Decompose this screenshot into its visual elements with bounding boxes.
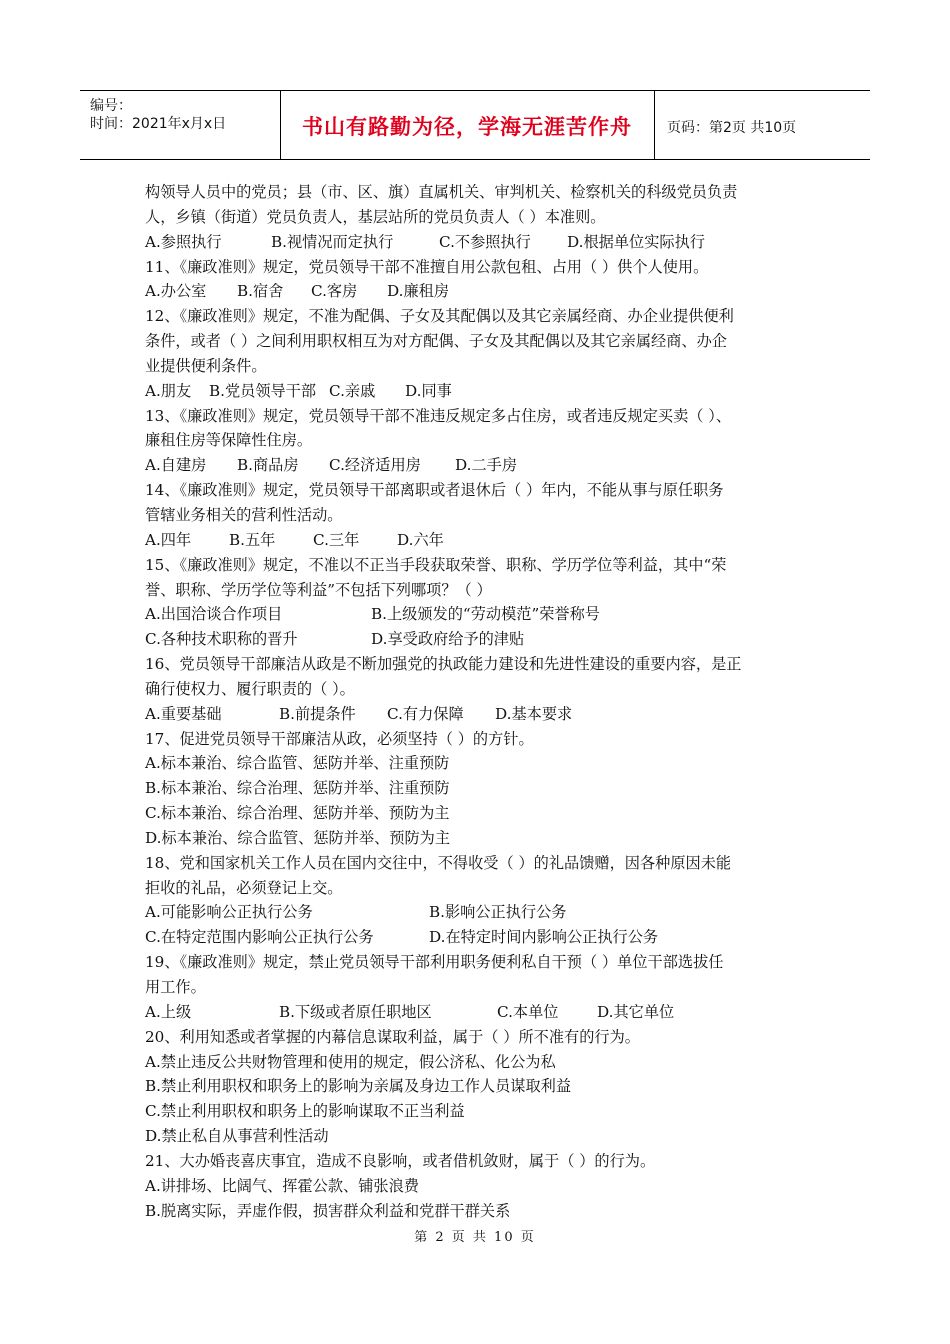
answer-options-line (145, 279, 825, 304)
answer-option: A.办公室 (145, 282, 207, 301)
text-line: 18、党和国家机关工作人员在国内交往中，不得收受（ ）的礼品馈赠，因各种原因未能 (145, 853, 732, 872)
answer-options-line (145, 1000, 825, 1025)
answer-option: B.视情况而定执行 (271, 232, 394, 251)
header-page-cell (655, 91, 870, 159)
text-line: C.标本兼治、综合治理、惩防并举、预防为主 (145, 804, 450, 823)
text-line: 誉、职称、学历学位等利益”不包括下列哪项？（ ） (145, 580, 492, 599)
page-footer: 第 2 页 共 10 页 (414, 1230, 536, 1245)
answer-option: C.经济适用房 (329, 456, 421, 475)
header-page-info: 页码：第2页 共10页 (667, 120, 797, 136)
text-line: 拒收的礼品，必须登记上交。 (145, 878, 343, 897)
text-line: C.禁止利用职权和职务上的影响谋取不正当利益 (145, 1102, 465, 1121)
answer-option: B.五年 (229, 530, 276, 549)
answer-option: B.前提条件 (279, 704, 356, 723)
text-line: D.标本兼治、综合监管、惩防并举、预防为主 (145, 828, 451, 847)
document-time-label: 时间：2021年x月x日 (90, 116, 227, 132)
text-line: 17、促进党员领导干部廉洁从政，必须坚持（ ）的方针。 (145, 729, 534, 748)
answer-option: A.自建房 (145, 456, 207, 475)
answer-options-line (145, 453, 825, 478)
answer-option: C.亲戚 (329, 381, 376, 400)
document-number-label: 编号： (90, 98, 132, 114)
text-line: A.标本兼治、综合监管、惩防并举、注重预防 (145, 754, 450, 773)
text-line: 14、《廉政准则》规定，党员领导干部离职或者退休后（ ）年内，不能从事与原任职务 (145, 481, 724, 500)
answer-options-line (145, 925, 825, 950)
answer-option: C.客房 (311, 282, 358, 301)
page-header (80, 90, 870, 160)
answer-option: D.根据单位实际执行 (567, 232, 705, 251)
text-line: B.脱离实际，弄虚作假，损害群众利益和党群干群关系 (145, 1201, 511, 1220)
header-motto-cell (280, 91, 655, 159)
answer-option: D.廉租房 (387, 282, 450, 301)
text-line: 12、《廉政准则》规定，不准为配偶、子女及其配偶以及其它亲属经商、办企业提供便利 (145, 307, 734, 326)
text-line: 19、《廉政准则》规定，禁止党员领导干部利用职务便利私自干预（ ）单位干部选拔任 (145, 953, 724, 972)
header-meta-cell (80, 91, 281, 159)
answer-option: D.在特定时间内影响公正执行公务 (429, 928, 659, 947)
text-line: 条件，或者（ ）之间利用职权相互为对方配偶、子女及其配偶以及其它亲属经商、办企 (145, 332, 727, 351)
text-line: 确行使权力、履行职责的（ ）。 (145, 679, 355, 698)
answer-option: A.出国洽谈合作项目 (145, 605, 283, 624)
answer-option: A.朋友 (145, 381, 192, 400)
text-line: 构领导人员中的党员；县（市、区、旗）直属机关、审判机关、检察机关的科级党员负责 (145, 183, 738, 201)
answer-options-line (145, 379, 825, 404)
text-line: 11、《廉政准则》规定，党员领导干部不准擅自用公款包租、占用（ ）供个人使用。 (145, 257, 709, 276)
answer-option: D.同事 (405, 381, 452, 400)
answer-option: C.在特定范围内影响公正执行公务 (145, 928, 374, 947)
answer-option: A.上级 (145, 1002, 192, 1021)
answer-options-line (145, 900, 825, 925)
answer-option: A.参照执行 (145, 232, 222, 251)
answer-option: C.不参照执行 (439, 232, 531, 251)
answer-option: D.基本要求 (495, 704, 573, 723)
answer-option: C.有力保障 (387, 704, 464, 723)
answer-option: B.宿舍 (237, 282, 284, 301)
text-line: 13、《廉政准则》规定，党员领导干部不准违反规定多占住房，或者违反规定买卖（ ）、 (145, 406, 732, 425)
answer-option: C.三年 (313, 530, 360, 549)
text-line: 21、大办婚丧喜庆事宜，造成不良影响，或者借机敛财，属于（ ）的行为。 (145, 1151, 656, 1170)
answer-options-line (145, 602, 825, 627)
text-line: 15、《廉政准则》规定，不准以不正当手段获取荣誉、职称、学历学位等利益，其中“荣 (145, 555, 727, 574)
answer-option: D.六年 (397, 530, 444, 549)
answer-option: D.享受政府给予的津贴 (371, 630, 525, 649)
text-line: D.禁止私自从事营利性活动 (145, 1127, 329, 1146)
text-line: 16、党员领导干部廉洁从政是不断加强党的执政能力建设和先进性建设的重要内容，是正 (145, 655, 742, 674)
text-line: A.禁止违反公共财物管理和使用的规定，假公济私、化公为私 (145, 1052, 556, 1071)
text-line: B.标本兼治、综合治理、惩防并举、注重预防 (145, 779, 450, 798)
answer-option: D.其它单位 (597, 1002, 675, 1021)
answer-option: B.影响公正执行公务 (429, 903, 567, 922)
text-line: 廉租住房等保障性住房。 (145, 431, 313, 450)
header-motto: 书山有路勤为径，学海无涯苦作舟 (302, 115, 632, 139)
text-line: 管辖业务相关的营利性活动。 (145, 505, 343, 524)
document-body (145, 180, 825, 1223)
answer-option: B.商品房 (237, 456, 299, 475)
text-line: 业提供便利条件。 (145, 356, 267, 375)
text-line: 用工作。 (145, 978, 206, 996)
answer-option: A.可能影响公正执行公务 (145, 903, 313, 922)
answer-option: B.上级颁发的“劳动模范”荣誉称号 (371, 605, 600, 624)
answer-option: B.党员领导干部 (209, 381, 317, 400)
text-line: 人，乡镇（街道）党员负责人，基层站所的党员负责人（ ）本准则。 (145, 207, 606, 226)
answer-options-line (145, 702, 825, 727)
text-line: A.讲排场、比阔气、挥霍公款、铺张浪费 (145, 1176, 419, 1195)
answer-options-line (145, 528, 825, 553)
answer-options-line (145, 230, 825, 255)
answer-option: B.下级或者原任职地区 (279, 1002, 432, 1021)
answer-options-line (145, 627, 825, 652)
answer-option: C.本单位 (497, 1002, 559, 1021)
answer-option: A.重要基础 (145, 704, 222, 723)
answer-option: A.四年 (145, 530, 192, 549)
answer-option: D.二手房 (455, 456, 518, 475)
text-line: 20、利用知悉或者掌握的内幕信息谋取利益，属于（ ）所不准有的行为。 (145, 1027, 640, 1046)
text-line: B.禁止利用职权和职务上的影响为亲属及身边工作人员谋取利益 (145, 1077, 572, 1096)
answer-option: C.各种技术职称的晋升 (145, 630, 298, 649)
